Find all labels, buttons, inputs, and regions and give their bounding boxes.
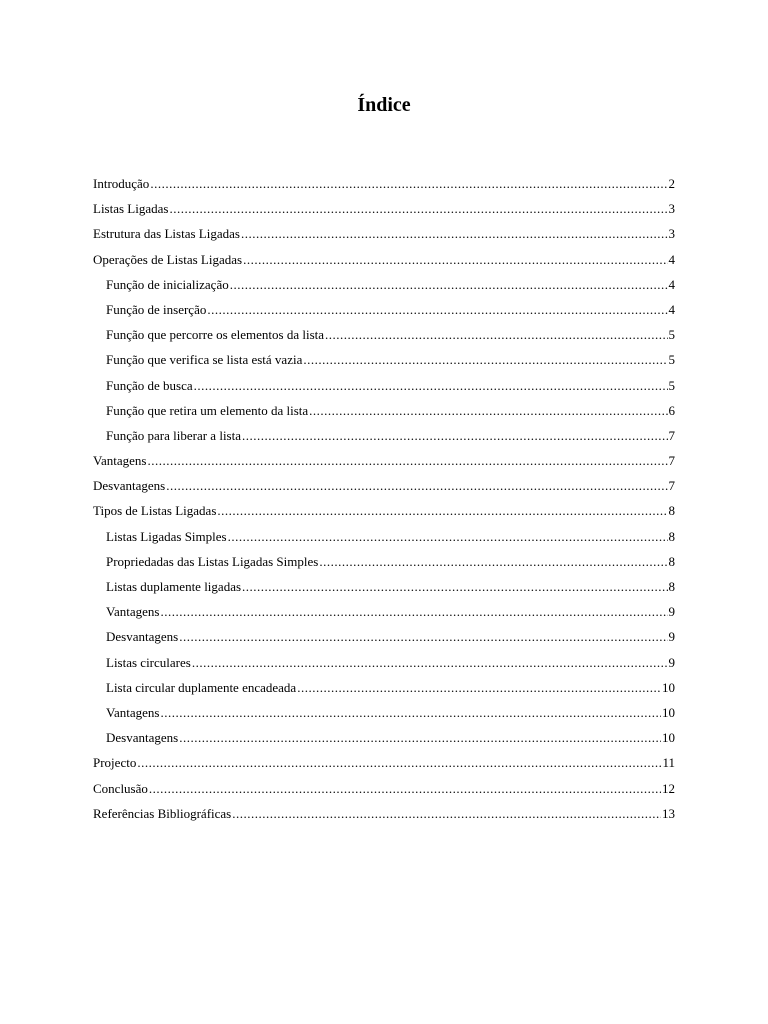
toc-entry[interactable] bbox=[93, 675, 675, 700]
toc-entry-page-number: 8 bbox=[668, 528, 675, 544]
toc-entry-label: Introdução bbox=[93, 176, 150, 191]
toc-dot-leader bbox=[309, 398, 667, 423]
toc-dot-leader bbox=[207, 297, 667, 322]
toc-entry-page-number: 10 bbox=[662, 704, 675, 720]
toc-entry[interactable] bbox=[93, 599, 675, 624]
toc-entry-label: Referências Bibliográficas bbox=[93, 805, 232, 821]
toc-entry-label: Listas Ligadas bbox=[93, 201, 169, 217]
toc-entry[interactable] bbox=[93, 347, 675, 372]
toc-entry-page-number: 8 bbox=[668, 579, 675, 594]
toc-entry-label: Função para liberar a lista bbox=[106, 427, 241, 443]
toc-entry-page-number: 13 bbox=[662, 805, 675, 821]
toc-dot-leader bbox=[160, 700, 661, 725]
toc-entry-page-number: 2 bbox=[668, 176, 675, 191]
page-title: Índice bbox=[357, 94, 411, 116]
toc-entry-page-number: 9 bbox=[668, 604, 675, 620]
toc-dot-leader bbox=[194, 373, 668, 398]
toc-entry[interactable] bbox=[93, 473, 675, 498]
toc-entry-label: Vantagens bbox=[93, 453, 147, 469]
toc-entry-label: Função que verifica se lista está vazia bbox=[106, 352, 303, 368]
toc-entry[interactable] bbox=[93, 196, 675, 221]
toc-entry-page-number: 5 bbox=[668, 327, 675, 343]
toc-entry-page-number: 9 bbox=[668, 654, 675, 670]
toc-entry[interactable] bbox=[93, 700, 675, 725]
toc-dot-leader bbox=[149, 776, 661, 801]
toc-entry[interactable] bbox=[93, 524, 675, 549]
toc-entry-page-number: 4 bbox=[668, 251, 675, 267]
toc-entry-label: Estrutura das Listas Ligadas bbox=[93, 226, 240, 242]
toc-entry[interactable] bbox=[93, 549, 675, 574]
toc-dot-leader bbox=[192, 650, 668, 675]
toc-dot-leader bbox=[230, 272, 668, 297]
toc-entry[interactable] bbox=[93, 398, 675, 423]
toc-entry-page-number: 3 bbox=[668, 201, 675, 217]
toc-entry-page-number: 11 bbox=[662, 755, 675, 771]
toc-entry[interactable] bbox=[93, 574, 675, 599]
toc-dot-leader bbox=[232, 801, 661, 826]
toc-dot-leader bbox=[217, 498, 667, 523]
toc-dot-leader bbox=[160, 599, 667, 624]
toc-dot-leader bbox=[319, 549, 667, 574]
toc-entry-label: Listas Ligadas Simples bbox=[106, 528, 227, 544]
toc-entry[interactable] bbox=[93, 750, 675, 775]
toc-entry[interactable] bbox=[93, 373, 675, 398]
toc-entry-page-number: 5 bbox=[668, 377, 675, 393]
toc-entry-label: Função de inicialização bbox=[106, 276, 229, 292]
toc-entry-page-number: 7 bbox=[668, 478, 675, 494]
toc-entry[interactable] bbox=[93, 624, 675, 649]
toc-entry-label: Vantagens bbox=[106, 604, 160, 620]
toc-entry-page-number: 12 bbox=[662, 780, 675, 796]
toc-entry[interactable] bbox=[93, 725, 675, 750]
toc-entry[interactable] bbox=[93, 221, 675, 246]
toc-entry-label: Função de busca bbox=[106, 377, 193, 393]
toc-entry-label: Projecto bbox=[93, 755, 137, 771]
toc-entry-page-number: 4 bbox=[668, 276, 675, 292]
toc-entry[interactable] bbox=[93, 272, 675, 297]
toc-dot-leader bbox=[242, 423, 668, 448]
toc-dot-leader bbox=[243, 247, 667, 272]
toc-dot-leader bbox=[241, 221, 668, 246]
toc-entry-page-number: 4 bbox=[668, 301, 675, 317]
toc-dot-leader bbox=[137, 750, 661, 775]
toc-dot-leader bbox=[166, 473, 667, 498]
toc-dot-leader bbox=[179, 725, 661, 750]
toc-entry[interactable] bbox=[93, 297, 675, 322]
toc-entry-page-number: 7 bbox=[668, 453, 675, 469]
toc-entry-page-number: 10 bbox=[662, 679, 675, 695]
toc-entry-label: Desvantagens bbox=[93, 478, 166, 494]
toc-dot-leader bbox=[297, 675, 661, 700]
toc-entry-label: Operações de Listas Ligadas bbox=[93, 251, 243, 267]
toc-entry-label: Vantagens bbox=[106, 704, 160, 720]
toc-entry[interactable] bbox=[93, 650, 675, 675]
toc-entry[interactable] bbox=[93, 776, 675, 801]
toc-entry-label: Função de inserção bbox=[106, 301, 207, 317]
toc-entry[interactable] bbox=[93, 448, 675, 473]
toc-dot-leader bbox=[169, 196, 667, 221]
toc-dot-leader bbox=[242, 574, 667, 599]
toc-dot-leader bbox=[150, 171, 667, 196]
toc-entry-label: Propriedadas das Listas Ligadas Simples bbox=[106, 553, 319, 569]
toc-dot-leader bbox=[325, 322, 667, 347]
toc-entry[interactable] bbox=[93, 423, 675, 448]
toc-entry-page-number: 7 bbox=[668, 427, 675, 443]
toc-entry-page-number: 9 bbox=[668, 629, 675, 645]
toc-entry-label: Função que retira um elemento da lista bbox=[106, 402, 309, 418]
toc-dot-leader bbox=[228, 524, 668, 549]
toc-entry-label: Listas circulares bbox=[106, 654, 191, 670]
toc-entry-page-number: 6 bbox=[668, 402, 675, 418]
toc-entry-label: Tipos de Listas Ligadas bbox=[93, 503, 217, 519]
toc-entry-label: Conclusão bbox=[93, 780, 148, 796]
toc-entry-page-number: 3 bbox=[668, 226, 675, 242]
toc-entry-label: Desvantagens bbox=[106, 730, 179, 746]
toc-entry[interactable] bbox=[93, 322, 675, 347]
toc-entry-label: Lista circular duplamente encadeada bbox=[106, 679, 297, 695]
toc-entry-label: Listas duplamente ligadas bbox=[106, 579, 242, 594]
toc-entry-page-number: 10 bbox=[662, 730, 675, 746]
toc-entry-page-number: 8 bbox=[668, 503, 675, 519]
toc-dot-leader bbox=[147, 448, 667, 473]
toc-entry[interactable] bbox=[93, 247, 675, 272]
toc-dot-leader bbox=[303, 347, 667, 372]
toc-entry-page-number: 5 bbox=[668, 352, 675, 368]
toc-entry-label: Desvantagens bbox=[106, 629, 179, 645]
table-of-contents bbox=[93, 171, 675, 826]
toc-entry[interactable] bbox=[93, 171, 675, 196]
toc-entry-label: Função que percorre os elementos da lista bbox=[106, 327, 325, 343]
toc-dot-leader bbox=[179, 624, 667, 649]
toc-entry[interactable] bbox=[93, 801, 675, 826]
toc-entry[interactable] bbox=[93, 498, 675, 523]
toc-entry-page-number: 8 bbox=[668, 553, 675, 569]
